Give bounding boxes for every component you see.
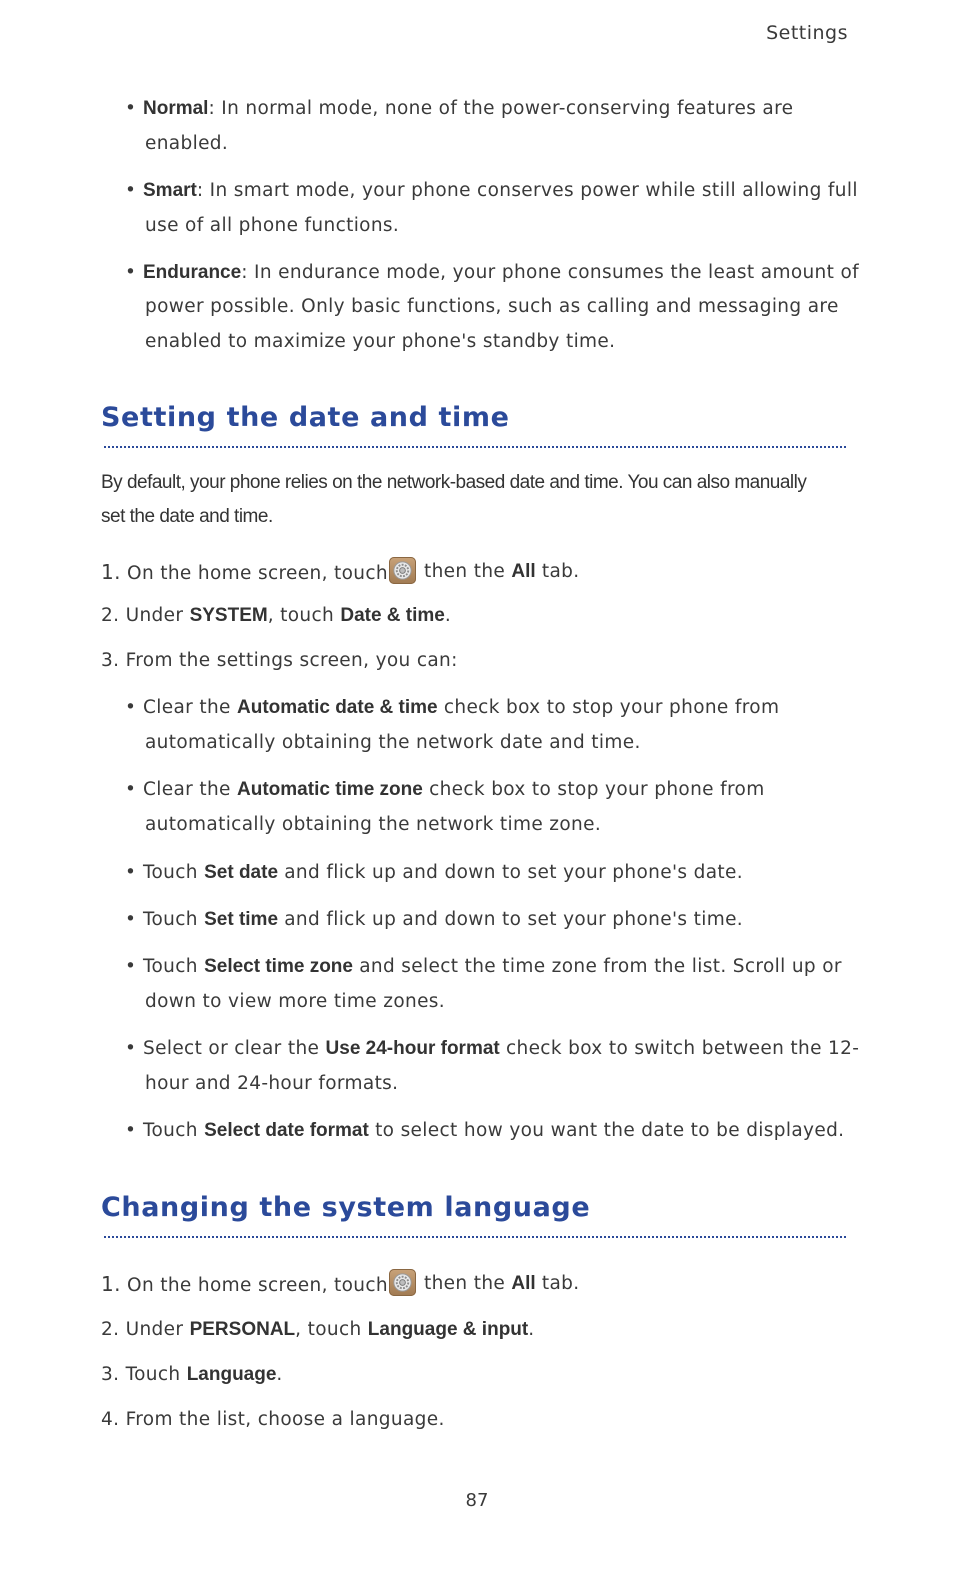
dt-step-3: 3. From the settings screen, you can: — [101, 650, 458, 671]
term-all-tab: All — [511, 1273, 536, 1294]
bullet-smart: • Smart: In smart mode, your phone conserves power while still allowing full — [143, 174, 858, 209]
bullet-dot: • — [125, 697, 137, 718]
term-all-tab: All — [511, 561, 536, 582]
term-date-time: Date & time — [340, 605, 445, 626]
intro-line-1: By default, your phone relies on the network-based date and time. You can also manually — [101, 472, 807, 493]
bullet-normal: • Normal: In normal mode, none of the power-conserving features are — [143, 92, 793, 127]
option-date-format: • Touch Select date format to select how you want the date to be displayed. — [143, 1114, 844, 1149]
term-endurance: Endurance — [143, 262, 242, 283]
option-select-time-zone-cont: down to view more time zones. — [145, 991, 446, 1012]
section-divider — [104, 1236, 846, 1238]
option-auto-time-zone-cont: automatically obtaining the network time zone. — [145, 814, 602, 835]
dt-step-1-tail: then the All tab. — [424, 561, 580, 582]
bullet-endurance-cont2: enabled to maximize your phone's standby time. — [145, 331, 616, 352]
bullet-dot: • — [125, 862, 137, 883]
bullet-dot: • — [125, 180, 137, 201]
lang-step-2: 2. Under PERSONAL, touch Language & input. — [101, 1319, 535, 1340]
dt-step-1: 1. On the home screen, touch — [101, 560, 388, 584]
section-divider — [104, 446, 846, 448]
term-smart: Smart — [143, 180, 197, 201]
settings-gear-icon — [389, 1269, 416, 1296]
bullet-smart-cont: use of all phone functions. — [145, 215, 400, 236]
bullet-endurance: • Endurance: In endurance mode, your phone consumes the least amount of — [143, 256, 859, 291]
bullet-dot: • — [125, 779, 137, 800]
option-set-time: • Touch Set time and flick up and down to set your phone's time. — [143, 903, 743, 938]
page-number: 87 — [465, 1490, 489, 1511]
term-language: Language — [186, 1364, 277, 1385]
option-set-date: • Touch Set date and flick up and down to set your phone's date. — [143, 856, 743, 891]
option-auto-date-time-cont: automatically obtaining the network date and time. — [145, 732, 641, 753]
bullet-normal-cont: enabled. — [145, 133, 229, 154]
running-header: Settings — [766, 22, 848, 44]
option-auto-time-zone: • Clear the Automatic time zone check box to stop your phone from — [143, 773, 765, 808]
section-title-language: Changing the system language — [101, 1192, 591, 1223]
term-personal: PERSONAL — [189, 1319, 296, 1340]
lang-step-1-tail: then the All tab. — [424, 1273, 580, 1294]
option-select-time-zone: • Touch Select time zone and select the time zone from the list. Scroll up or — [143, 950, 842, 985]
bullet-dot: • — [125, 1038, 137, 1059]
bullet-endurance-cont: power possible. Only basic functions, such as calling and messaging are — [145, 296, 839, 317]
term-language-input: Language & input — [367, 1319, 529, 1340]
bullet-dot: • — [125, 956, 137, 977]
lang-step-3: 3. Touch Language. — [101, 1364, 283, 1385]
bullet-dot: • — [125, 1120, 137, 1141]
option-auto-date-time: • Clear the Automatic date & time check box to stop your phone from — [143, 691, 779, 726]
term-system: SYSTEM — [189, 605, 268, 626]
bullet-dot: • — [125, 909, 137, 930]
settings-gear-icon — [389, 557, 416, 584]
bullet-dot: • — [125, 98, 137, 119]
section-title-date-time: Setting the date and time — [101, 402, 510, 433]
option-24-hour-cont: hour and 24-hour formats. — [145, 1073, 399, 1094]
dt-step-2: 2. Under SYSTEM, touch Date & time. — [101, 605, 452, 626]
intro-line-2: set the date and time. — [101, 506, 273, 527]
lang-step-4: 4. From the list, choose a language. — [101, 1409, 445, 1430]
option-24-hour: • Select or clear the Use 24-hour format check box to switch between the 12- — [143, 1032, 859, 1067]
term-normal: Normal — [143, 98, 209, 119]
bullet-dot: • — [125, 262, 137, 283]
lang-step-1: 1. On the home screen, touch — [101, 1272, 388, 1296]
